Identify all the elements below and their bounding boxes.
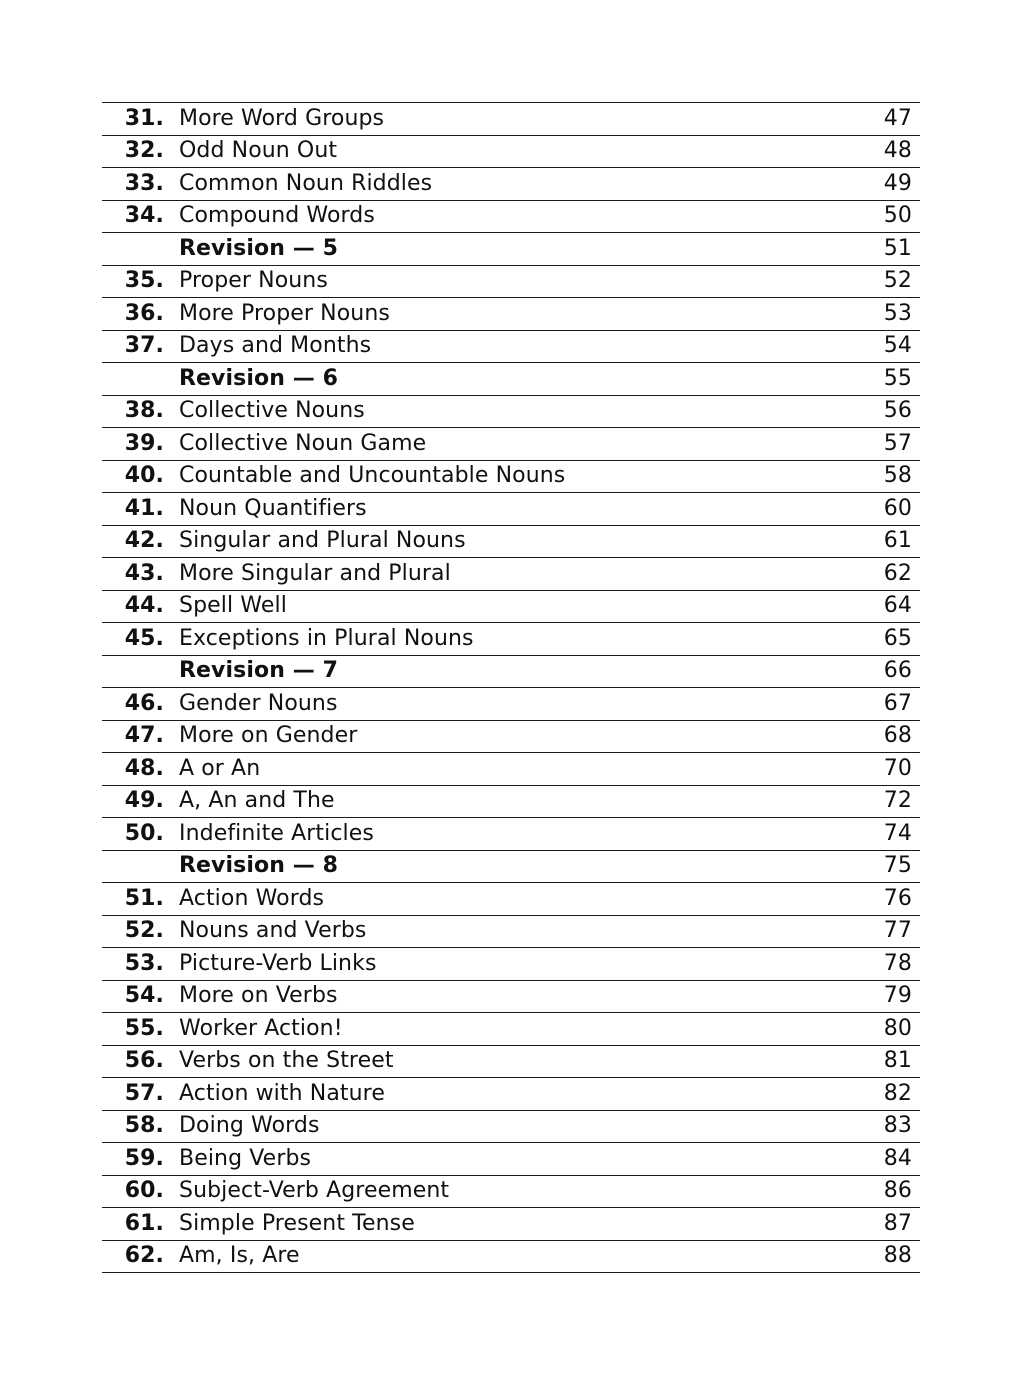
- toc-entry-number: 58.: [124, 1113, 164, 1139]
- toc-entry-page: 79: [883, 983, 912, 1009]
- toc-entry-number: 50.: [124, 820, 164, 846]
- toc-entry-number: 55.: [124, 1015, 164, 1041]
- toc-entry-title: Action with Nature: [179, 1080, 385, 1106]
- toc-row: [102, 916, 920, 949]
- toc-entry-number: 41.: [124, 495, 164, 521]
- toc-entry-page: 55: [883, 365, 912, 391]
- toc-entry-page: 50: [883, 203, 912, 229]
- toc-row: [102, 948, 920, 981]
- toc-row: [102, 883, 920, 916]
- toc-revision-row: [102, 363, 920, 396]
- toc-entry-number: 36.: [124, 300, 164, 326]
- toc-entry-page: 88: [883, 1243, 912, 1269]
- toc-entry-page: 58: [883, 463, 912, 489]
- toc-entry-title: Singular and Plural Nouns: [179, 528, 466, 554]
- toc-row: [102, 396, 920, 429]
- toc-entry-title: Revision — 5: [179, 235, 338, 261]
- toc-entry-number: 61.: [124, 1210, 164, 1236]
- toc-entry-page: 77: [883, 918, 912, 944]
- toc-entry-page: 83: [883, 1113, 912, 1139]
- toc-entry-page: 53: [883, 300, 912, 326]
- toc-entry-page: 76: [883, 885, 912, 911]
- toc-row: [102, 526, 920, 559]
- toc-revision-row: [102, 233, 920, 266]
- toc-row: [102, 266, 920, 299]
- toc-entry-title: Being Verbs: [179, 1145, 312, 1171]
- toc-row: [102, 298, 920, 331]
- toc-entry-number: 39.: [124, 430, 164, 456]
- toc-entry-number: 62.: [124, 1243, 164, 1269]
- toc-entry-title: More on Gender: [179, 723, 358, 749]
- toc-entry-page: 67: [883, 690, 912, 716]
- toc-entry-page: 72: [883, 788, 912, 814]
- toc-row: [102, 103, 920, 136]
- toc-row: [102, 201, 920, 234]
- toc-entry-title: Am, Is, Are: [179, 1243, 300, 1269]
- toc-entry-title: Gender Nouns: [179, 690, 338, 716]
- toc-entry-title: More Proper Nouns: [179, 300, 390, 326]
- toc-entry-title: Revision — 6: [179, 365, 338, 391]
- toc-row: [102, 981, 920, 1014]
- toc-entry-number: 37.: [124, 333, 164, 359]
- toc-entry-title: Countable and Uncountable Nouns: [179, 463, 566, 489]
- toc-revision-row: [102, 656, 920, 689]
- toc-entry-number: 57.: [124, 1080, 164, 1106]
- toc-entry-title: Compound Words: [179, 203, 375, 229]
- toc-entry-page: 49: [883, 170, 912, 196]
- toc-row: [102, 753, 920, 786]
- toc-row: [102, 1143, 920, 1176]
- toc-entry-title: Spell Well: [179, 593, 287, 619]
- toc-entry-number: 47.: [124, 723, 164, 749]
- toc-entry-title: Simple Present Tense: [179, 1210, 415, 1236]
- toc-entry-title: Proper Nouns: [179, 268, 328, 294]
- toc-row: [102, 818, 920, 851]
- toc-entry-page: 81: [883, 1048, 912, 1074]
- toc-entry-number: 51.: [124, 885, 164, 911]
- toc-entry-title: A, An and The: [179, 788, 335, 814]
- toc-entry-page: 62: [883, 560, 912, 586]
- toc-row: [102, 1078, 920, 1111]
- toc-entry-number: 53.: [124, 950, 164, 976]
- toc-entry-title: More Word Groups: [179, 105, 385, 131]
- toc-entry-title: Subject-Verb Agreement: [179, 1178, 450, 1204]
- toc-row: [102, 1241, 920, 1274]
- toc-entry-title: Common Noun Riddles: [179, 170, 433, 196]
- toc-entry-page: 56: [883, 398, 912, 424]
- toc-row: [102, 623, 920, 656]
- toc-entry-page: 78: [883, 950, 912, 976]
- toc-entry-page: 74: [883, 820, 912, 846]
- toc-entry-number: 45.: [124, 625, 164, 651]
- toc-entry-page: 60: [883, 495, 912, 521]
- toc-row: [102, 688, 920, 721]
- toc-entry-page: 80: [883, 1015, 912, 1041]
- toc-entry-number: 32.: [124, 138, 164, 164]
- toc-entry-page: 61: [883, 528, 912, 554]
- toc-entry-number: 60.: [124, 1178, 164, 1204]
- toc-entry-page: 84: [883, 1145, 912, 1171]
- toc-row: [102, 591, 920, 624]
- toc-entry-title: Odd Noun Out: [179, 138, 338, 164]
- toc-entry-page: 66: [883, 658, 912, 684]
- toc-entry-number: 52.: [124, 918, 164, 944]
- toc-entry-page: 51: [883, 235, 912, 261]
- toc-entry-title: A or An: [179, 755, 261, 781]
- toc-entry-number: 43.: [124, 560, 164, 586]
- toc-revision-row: [102, 851, 920, 884]
- toc-entry-page: 68: [883, 723, 912, 749]
- toc-entry-number: 40.: [124, 463, 164, 489]
- toc-entry-title: Nouns and Verbs: [179, 918, 367, 944]
- toc-entry-page: 47: [883, 105, 912, 131]
- toc-entry-number: 59.: [124, 1145, 164, 1171]
- toc-entry-number: 48.: [124, 755, 164, 781]
- toc-entry-page: 75: [883, 853, 912, 879]
- toc-entry-number: 31.: [124, 105, 164, 131]
- toc-row: [102, 786, 920, 819]
- toc-entry-page: 82: [883, 1080, 912, 1106]
- toc-entry-number: 42.: [124, 528, 164, 554]
- toc-row: [102, 1208, 920, 1241]
- toc-row: [102, 1013, 920, 1046]
- toc-entry-page: 70: [883, 755, 912, 781]
- toc-entry-number: 33.: [124, 170, 164, 196]
- toc-entry-page: 86: [883, 1178, 912, 1204]
- toc-row: [102, 461, 920, 494]
- toc-entry-title: Verbs on the Street: [179, 1048, 394, 1074]
- toc-row: [102, 1111, 920, 1144]
- toc-row: [102, 1176, 920, 1209]
- toc-entry-title: Revision — 7: [179, 658, 338, 684]
- toc-entry-title: Action Words: [179, 885, 325, 911]
- toc-row: [102, 721, 920, 754]
- toc-entry-title: Exceptions in Plural Nouns: [179, 625, 474, 651]
- toc-entry-number: 35.: [124, 268, 164, 294]
- toc-entry-page: 57: [883, 430, 912, 456]
- toc-entry-number: 56.: [124, 1048, 164, 1074]
- toc-entry-page: 64: [883, 593, 912, 619]
- toc-row: [102, 136, 920, 169]
- toc-entry-title: Doing Words: [179, 1113, 320, 1139]
- toc-row: [102, 168, 920, 201]
- toc-entry-title: Collective Noun Game: [179, 430, 427, 456]
- toc-entry-title: Revision — 8: [179, 853, 338, 879]
- toc-entry-number: 54.: [124, 983, 164, 1009]
- toc-entry-title: More Singular and Plural: [179, 560, 451, 586]
- toc-entry-page: 65: [883, 625, 912, 651]
- toc-entry-title: Noun Quantifiers: [179, 495, 367, 521]
- toc-row: [102, 1046, 920, 1079]
- toc-entry-title: Days and Months: [179, 333, 372, 359]
- toc-entry-title: Collective Nouns: [179, 398, 365, 424]
- toc-entry-number: 49.: [124, 788, 164, 814]
- toc-entry-title: More on Verbs: [179, 983, 338, 1009]
- toc-entry-number: 44.: [124, 593, 164, 619]
- toc-entry-page: 54: [883, 333, 912, 359]
- toc-row: [102, 331, 920, 364]
- toc-entry-title: Worker Action!: [179, 1015, 343, 1041]
- table-of-contents: [102, 102, 920, 1273]
- toc-entry-number: 38.: [124, 398, 164, 424]
- toc-entry-page: 52: [883, 268, 912, 294]
- toc-entry-page: 48: [883, 138, 912, 164]
- toc-entry-title: Indefinite Articles: [179, 820, 374, 846]
- toc-row: [102, 493, 920, 526]
- toc-entry-page: 87: [883, 1210, 912, 1236]
- toc-row: [102, 558, 920, 591]
- toc-row: [102, 428, 920, 461]
- toc-entry-number: 34.: [124, 203, 164, 229]
- toc-entry-number: 46.: [124, 690, 164, 716]
- toc-entry-title: Picture-Verb Links: [179, 950, 377, 976]
